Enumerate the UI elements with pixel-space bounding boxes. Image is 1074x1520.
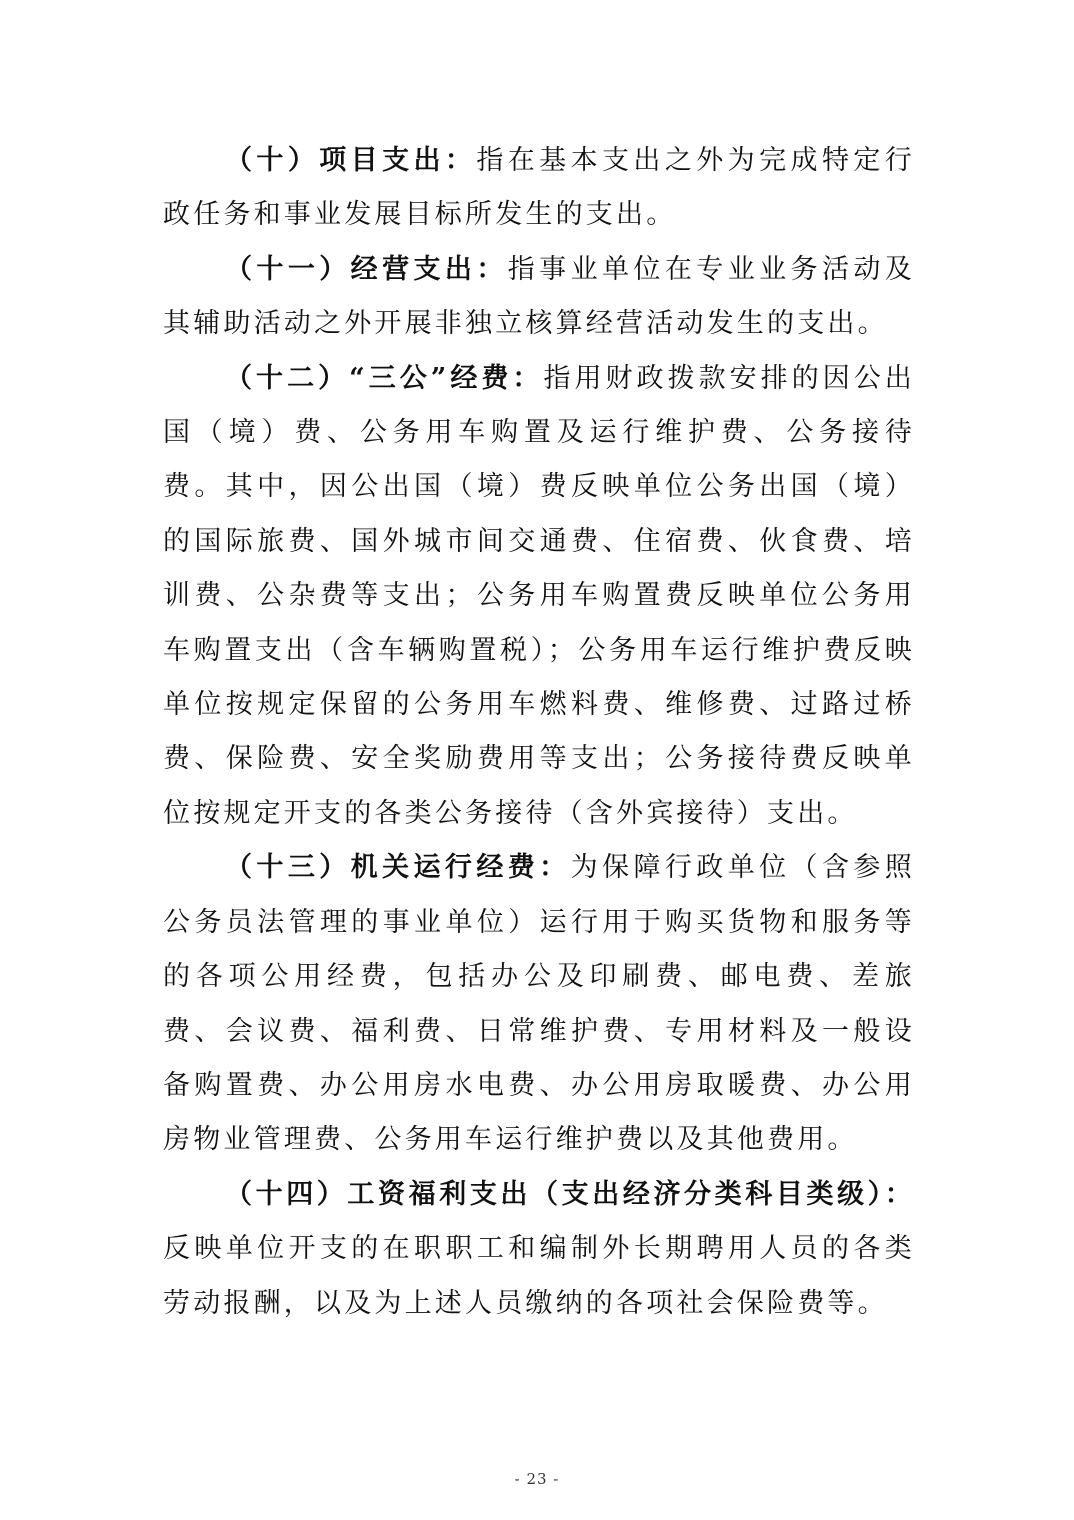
- paragraph-text: 指事业单位在专业业务活动及其辅助活动之外开展非独立核算经营活动发生的支出。: [163, 253, 915, 340]
- paragraph-term: （十一）经营支出：: [225, 253, 508, 285]
- paragraph-text: 指在基本支出之外为完成特定行政任务和事业发展目标所发生的支出。: [163, 145, 915, 231]
- paragraph-operating-expenditure: [163, 243, 915, 352]
- paragraph-agency-operating-funds: [163, 841, 915, 1167]
- paragraph-term: （十三）机关运行经费：: [225, 852, 571, 884]
- page-number: - 23 -: [514, 1470, 560, 1488]
- paragraph-term: （十四）工资福利支出（支出经济分类科目类级）：: [225, 1178, 915, 1210]
- paragraph-term: （十）项目支出：: [225, 145, 477, 176]
- body-text: [163, 134, 915, 1331]
- paragraph-term: （十二）“三公”经费：: [225, 362, 544, 394]
- paragraph-text: 为保障行政单位（含参照公务员法管理的事业单位）运行用于购买货物和服务等的各项公用经费，包括办公及印刷费、邮电费、差旅费、会议费、福利费、日常维护费、专用材料及一般设备购置费、办公用房水电费、办公用房取暖费、办公用房物业管理费、公务用车运行维护费以及其他费用。: [163, 852, 915, 1156]
- paragraph-wages-welfare: [163, 1168, 915, 1331]
- paragraph-project-expenditure: [163, 134, 915, 243]
- paragraph-text: 指用财政拨款安排的因公出国（境）费、公务用车购置及运行维护费、公务接待费。其中，因公出国（境）费反映单位公务出国（境）的国际旅费、国外城市间交通费、住宿费、伙食费、培训费、公杂费等支出；公务用车购置费反映单位公务用车购置支出（含车辆购置税）；公务用车运行维护费反映单位按规定保留的公务用车燃料费、维修费、过路过桥费、保险费、安全奖励费用等支出；公务接待费反映单位按规定开支的各类公务接待（含外宾接待）支出。: [163, 362, 916, 829]
- paragraph-text: 反映单位开支的在职职工和编制外长期聘用人员的各类劳动报酬，以及为上述人员缴纳的各项社会保险费等。: [163, 1233, 915, 1319]
- paragraph-three-public-expenses: [163, 352, 915, 842]
